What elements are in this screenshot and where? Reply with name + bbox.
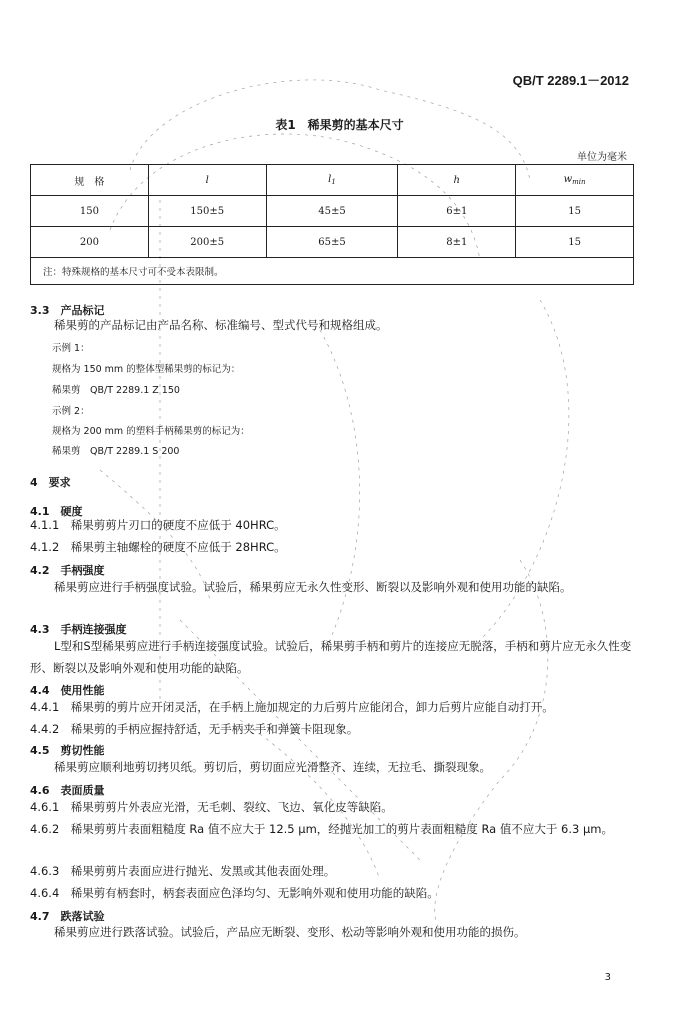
item-4-1-1 [30,514,636,536]
item-4-1-2 [30,536,636,558]
table-note: 注：特殊规格的基本尺寸可不受本表限制。 [31,258,634,285]
item-number: 4.1.2 [30,540,60,554]
section-4-5-heading: 4.5 剪切性能 [30,744,105,757]
cell-l: 200±5 [148,227,266,258]
example-2-mark: 稀果剪 QB/T 2289.1 S 200 [52,446,180,457]
header-w-sub: min [572,178,586,186]
header-w-main: w [563,174,573,185]
section-4-3-heading: 4.3 手柄连接强度 [30,623,127,636]
item-text: 稀果剪剪片刃口的硬度不应低于 40HRC。 [70,518,286,532]
cell-h: 8±1 [398,227,516,258]
item-text: 稀果剪剪片外表应光滑，无毛刺、裂纹、飞边、氧化皮等缺陷。 [70,800,393,814]
section-4-heading: 4 要求 [30,476,71,489]
cell-spec: 200 [31,227,149,258]
example-1-desc: 规格为 150 mm 的整体型稀果剪的标记为： [52,364,241,375]
page-number: 3 [604,972,611,983]
section-4-5-text: 稀果剪应顺利地剪切拷贝纸。剪切后，剪切面应光滑整齐、连续，无拉毛、撕裂现象。 [54,760,491,774]
item-number: 4.6.4 [30,886,60,900]
header-spec: 规 格 [31,165,149,196]
cell-l: 150±5 [148,196,266,227]
section-4-7-text: 稀果剪应进行跌落试验。试验后，产品应无断裂、变形、松动等影响外观和使用功能的损伤。 [54,925,526,939]
table-note-row [31,258,634,285]
table-row [31,227,634,258]
cell-h: 6±1 [398,196,516,227]
table-header-row [31,165,634,196]
section-4-4-heading: 4.4 使用性能 [30,684,105,697]
header-l1-main: l [328,174,332,185]
example-2-desc: 规格为 200 mm 的塑料手柄稀果剪的标记为： [52,426,250,437]
header-l1 [266,165,398,196]
item-number: 4.6.2 [30,822,60,836]
dimension-table [30,164,634,285]
item-text: 稀果剪的剪片应开闭灵活，在手柄上施加规定的力后剪片应能闭合，卸力后剪片应能自动打开。 [70,700,554,714]
header-l1-sub: 1 [331,178,336,186]
item-4-6-1 [30,796,636,818]
item-number: 4.4.2 [30,722,60,736]
item-text: 稀果剪有柄套时，柄套表面应色泽均匀、无影响外观和使用功能的缺陷。 [70,886,439,900]
section-4-2-text: 稀果剪应进行手柄强度试验。试验后，稀果剪应无永久性变形、断裂以及影响外观和使用功能的缺陷。 [54,580,572,594]
example-1-mark: 稀果剪 QB/T 2289.1 Z 150 [52,385,180,396]
cell-wmin: 15 [516,227,634,258]
header-h: h [398,165,516,196]
item-4-6-2 [30,818,636,840]
item-text: 稀果剪剪片表面粗糙度 Ra 值不应大于 12.5 μm，经抛光加工的剪片表面粗糙度 Ra 值不应大于 6.3 μm。 [70,822,614,836]
header-wmin [516,165,634,196]
item-number: 4.6.1 [30,800,60,814]
item-4-6-3 [30,860,636,882]
cell-wmin: 15 [516,196,634,227]
cell-l1: 45±5 [266,196,398,227]
section-3-3-heading: 3.3 产品标记 [30,304,105,317]
cell-spec: 150 [31,196,149,227]
item-4-4-1 [30,696,636,718]
item-text: 稀果剪的手柄应握持舒适，无手柄夹手和弹簧卡阻现象。 [70,722,359,736]
section-4-3-text: L型和S型稀果剪应进行手柄连接强度试验。试验后，稀果剪手柄和剪片的连接应无脱落，手柄和剪片应无永久性变形、断裂以及影响外观和使用功能的缺陷。 [30,639,632,675]
item-text: 稀果剪主轴螺栓的硬度不应低于 28HRC。 [70,540,286,554]
item-number: 4.1.1 [30,518,60,532]
section-3-3-intro: 稀果剪的产品标记由产品名称、标准编号、型式代号和规格组成。 [54,318,388,332]
table-caption: 表1 稀果剪的基本尺寸 [275,118,404,132]
section-4-1-heading: 4.1 硬度 [30,505,83,518]
item-number: 4.6.3 [30,864,60,878]
example-1-label: 示例 1： [52,343,90,354]
item-text: 稀果剪剪片表面应进行抛光、发黑或其他表面处理。 [70,864,336,878]
cell-l1: 65±5 [266,227,398,258]
standard-number: QB/T 2289.1－2012 [512,73,629,88]
item-4-4-2 [30,718,636,740]
table-unit: 单位为毫米 [577,152,627,163]
example-2-label: 示例 2： [52,406,90,417]
header-l: l [148,165,266,196]
section-4-7-heading: 4.7 跌落试验 [30,910,105,923]
section-4-6-heading: 4.6 表面质量 [30,784,105,797]
item-number: 4.4.1 [30,700,60,714]
table-row [31,196,634,227]
item-4-6-4 [30,882,636,904]
section-4-2-heading: 4.2 手柄强度 [30,564,105,577]
